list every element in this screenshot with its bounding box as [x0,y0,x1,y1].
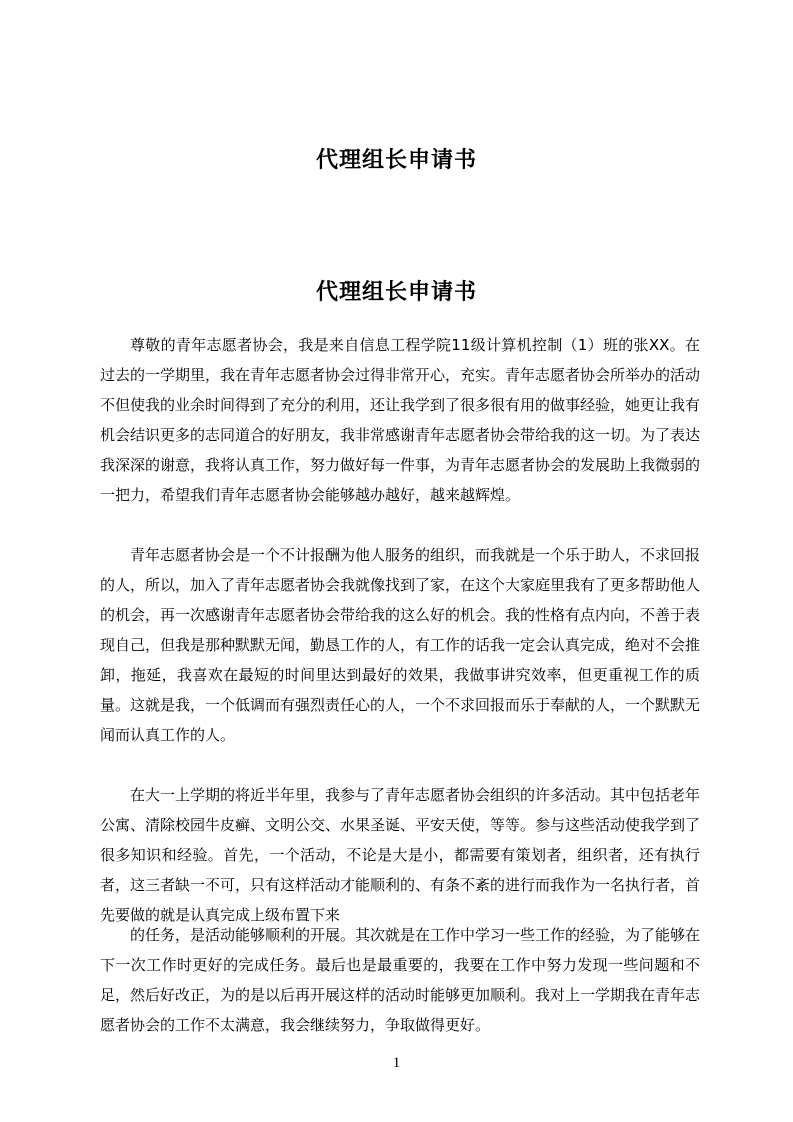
body-paragraph-2: 青年志愿者协会是一个不计报酬为他人服务的组织，而我就是一个乐于助人，不求回报的人，所以，加入了青年志愿者协会我就像找到了家，在这个大家庭里我有了更多帮助他人的机会，再一次感谢青年志愿者协会带给我的这么好的机会。我的性格有点内向，不善于表现自己，但我是那种默默无闻，勤恳工作的人，有工作的话我一定会认真完成，绝对不会推卸，拖延，我喜欢在最短的时间里达到最好的效果，我做事讲究效率，但更重视工作的质量。这就是我，一个低调而有强烈责任心的人，一个不求回报而乐于奉献的人，一个默默无闻而认真工作的人。 [100,546,701,744]
document-title-main: 代理组长申请书 [315,280,477,305]
body-paragraph-4: 的任务，是活动能够顺利的开展。其次就是在工作中学习一些工作的经验，为了能够在下一次工作时更好的完成任务。最后也是最重要的，我要在工作中努力发现一些问题和不足，然后好改正，为的是以后再开展这样的活动时能够更加顺利。我对上一学期我在青年志愿者协会的工作不太满意，我会继续努力，争取做得更好。 [100,926,701,1034]
body-paragraph-3: 在大一上学期的将近半年里，我参与了青年志愿者协会组织的许多活动。其中包括老年公寓、清除校园牛皮癣、文明公交、水果圣诞、平安天使，等等。参与这些活动使我学到了很多知识和经验。首先，一个活动，不论是大是小，都需要有策划者，组织者，还有执行者，这三者缺一不可，只有这样活动才能顺利的、有条不紊的进行而我作为一名执行者，首先要做的就是认真完成上级布置下来 [100,786,701,924]
document-title-top: 代理组长申请书 [315,148,477,173]
body-paragraph-1: 尊敬的青年志愿者协会，我是来自信息工程学院11级计算机控制（1）班的张XX。在过去的一学期里，我在青年志愿者协会过得非常开心，充实。青年志愿者协会所举办的活动不但使我的业余时间得到了充分的利用，还让我学到了很多很有用的做事经验，她更让我有机会结识更多的志同道合的好朋友，我非常感谢青年志愿者协会带给我的这一切。为了表达我深深的谢意，我将认真工作，努力做好每一件事，为青年志愿者协会的发展助上我微弱的一把力，希望我们青年志愿者协会能够越办越好，越来越辉煌。 [100,336,701,504]
page-number: 1 [392,1055,401,1071]
